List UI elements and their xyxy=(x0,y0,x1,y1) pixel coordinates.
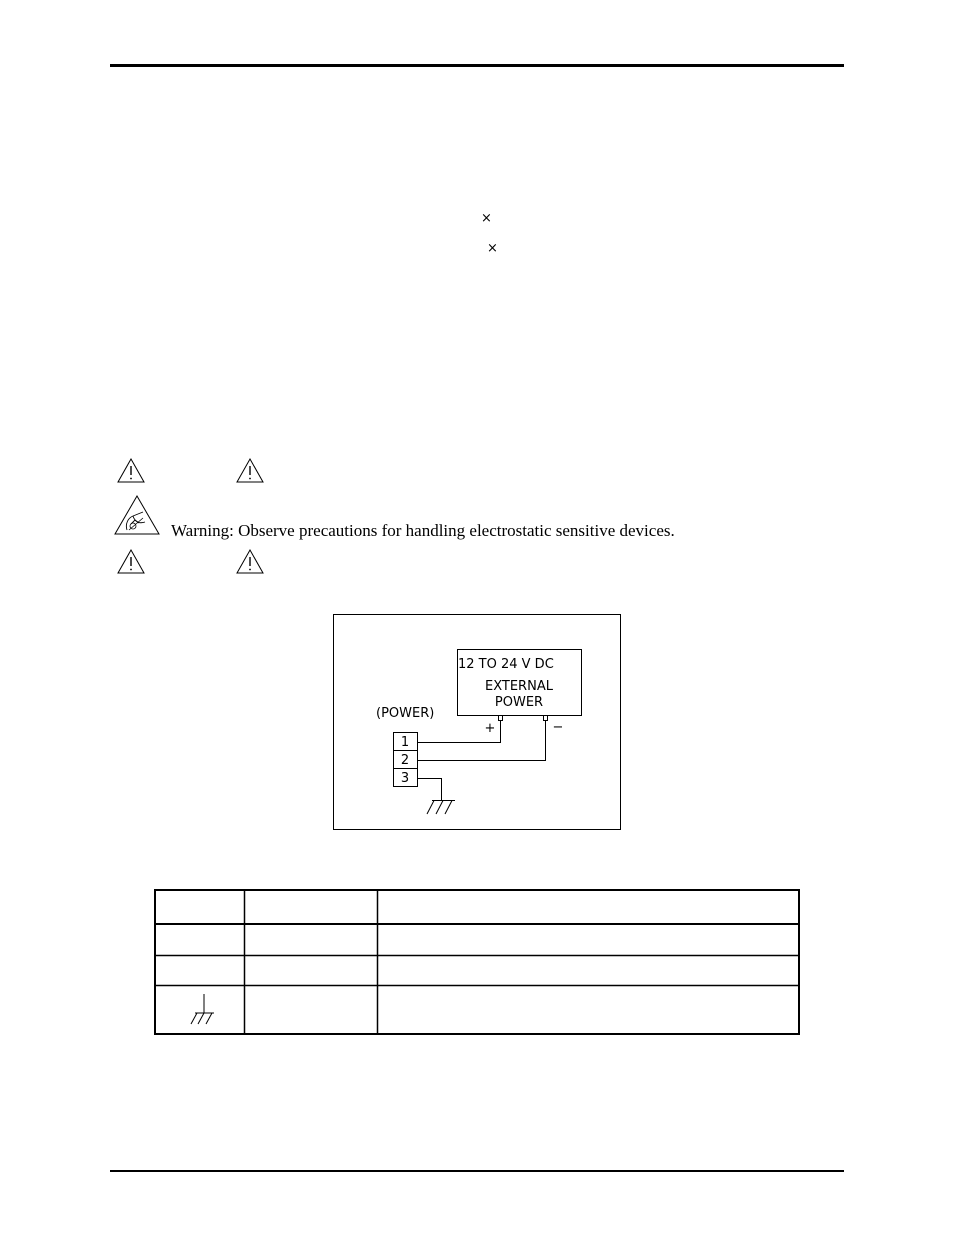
supply-voltage-label: 12 TO 24 V DC xyxy=(458,657,554,672)
supply-line2-label: POWER xyxy=(494,695,544,710)
esd-warning-text: Warning: Observe precautions for handling electrostatic sensitive devices. xyxy=(171,521,675,540)
terminal-number: 3 xyxy=(400,771,410,786)
plus-terminal xyxy=(499,716,503,721)
terminal-number: 1 xyxy=(400,735,410,750)
terminal-table xyxy=(154,889,800,1035)
figure-frame xyxy=(334,615,621,830)
header-rule xyxy=(110,64,844,67)
minus-label: − xyxy=(552,720,564,735)
esd-sensitive-icon xyxy=(113,494,161,536)
multiply-sign: × xyxy=(481,211,492,226)
caution-triangle-icon xyxy=(235,457,265,484)
minus-terminal xyxy=(544,716,548,721)
footer-rule xyxy=(110,1170,844,1172)
terminal-table-grid xyxy=(154,889,800,1035)
ground-icon xyxy=(191,994,214,1024)
terminal-number: 2 xyxy=(400,753,410,768)
supply-line1-label: EXTERNAL xyxy=(485,679,553,694)
multiply-sign: × xyxy=(487,241,498,256)
caution-triangle-icon xyxy=(116,548,146,575)
power-wiring-diagram xyxy=(333,614,621,830)
connector-label: (POWER) xyxy=(376,706,435,721)
plus-label: + xyxy=(484,721,496,736)
caution-triangle-icon xyxy=(116,457,146,484)
caution-triangle-icon xyxy=(235,548,265,575)
